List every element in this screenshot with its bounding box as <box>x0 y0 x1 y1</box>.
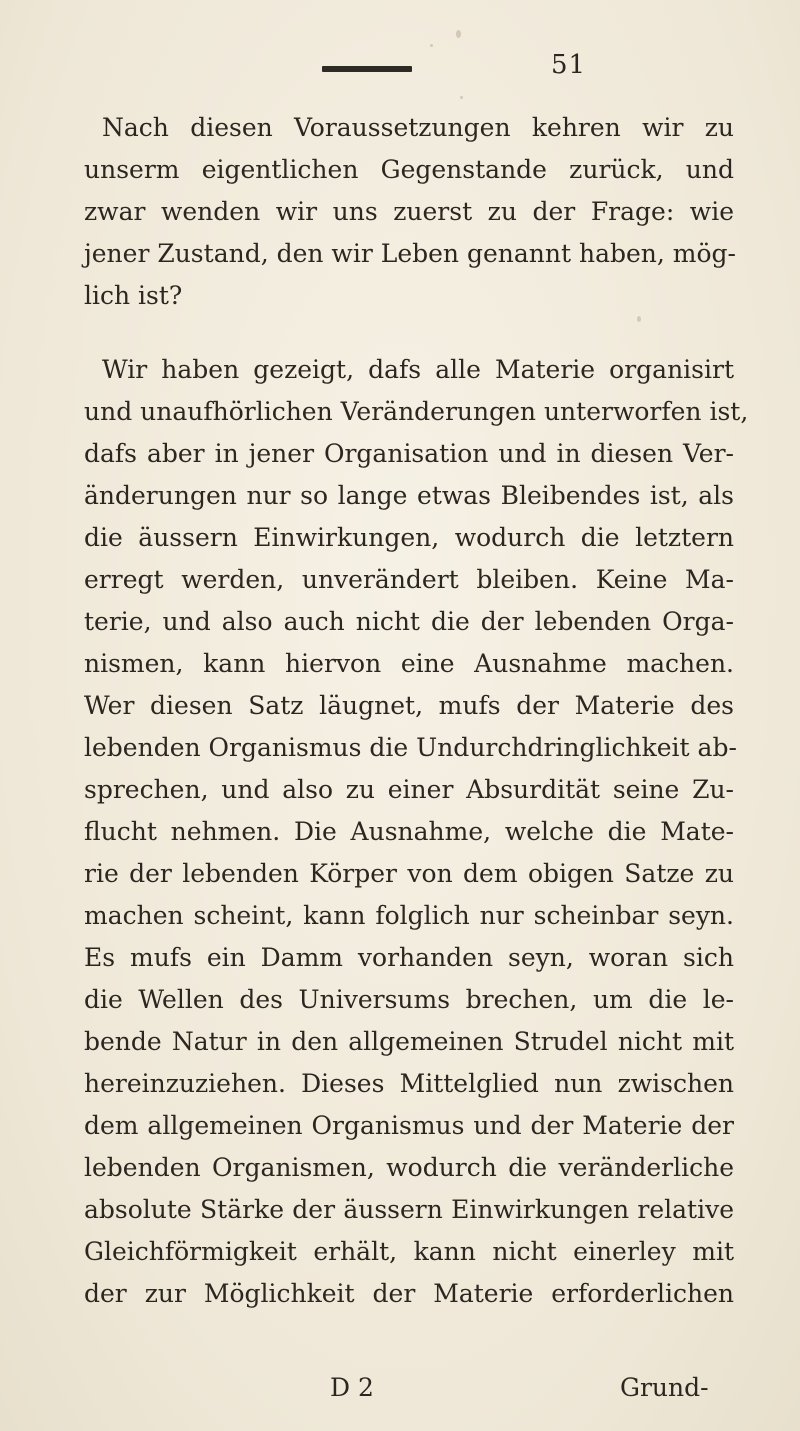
text-line: sprechen, und also zu einer Absurdität seine Zu- <box>84 775 734 804</box>
text-line: Es mufs ein Damm vorhanden seyn, woran sich <box>84 943 734 972</box>
text-line: erregt werden, unverändert bleiben. Keine Ma- <box>84 565 734 594</box>
signature-mark: D 2 <box>330 1373 374 1402</box>
text-line: lich ist? <box>84 281 183 310</box>
text-line: Wir haben gezeigt, dafs alle Materie organisirt <box>102 355 734 384</box>
text-line: lebenden Organismus die Undurchdringlichkeit ab- <box>84 733 737 762</box>
text-line: nismen, kann hiervon eine Ausnahme machen. <box>84 649 734 678</box>
header-rule <box>322 66 412 72</box>
text-line: bende Natur in den allgemeinen Strudel nicht mit <box>84 1027 734 1056</box>
paper-speck <box>430 44 433 47</box>
text-line: Nach diesen Voraussetzungen kehren wir zu <box>102 113 734 142</box>
text-line: machen scheint, kann folglich nur scheinbar seyn. <box>84 901 734 930</box>
text-line: unserm eigentlichen Gegenstande zurück, und <box>84 155 734 184</box>
text-line: hereinzuziehen. Dieses Mittelglied nun zwischen <box>84 1069 734 1098</box>
text-line: terie, und also auch nicht die der lebenden Orga- <box>84 607 734 636</box>
text-line: die äussern Einwirkungen, wodurch die letztern <box>84 523 734 552</box>
text-line: zwar wenden wir uns zuerst zu der Frage: wie <box>84 197 734 226</box>
text-line: Gleichförmigkeit erhält, kann nicht einerley mit <box>84 1237 734 1266</box>
text-line: absolute Stärke der äussern Einwirkungen relative <box>84 1195 734 1224</box>
text-line: und unaufhörlichen Veränderungen unterworfen ist, <box>84 397 749 426</box>
paper-speck <box>456 30 461 38</box>
text-line: änderungen nur so lange etwas Bleibendes ist, als <box>84 481 734 510</box>
catchword: Grund- <box>620 1373 709 1402</box>
paper-speck <box>460 96 463 99</box>
text-line: Wer diesen Satz läugnet, mufs der Materie des <box>84 691 734 720</box>
text-line: flucht nehmen. Die Ausnahme, welche die Mate- <box>84 817 734 846</box>
text-line: lebenden Organismen, wodurch die veränderliche <box>84 1153 734 1182</box>
text-line: jener Zustand, den wir Leben genannt haben, mög- <box>84 239 736 268</box>
text-line: dafs aber in jener Organisation und in diesen Ver- <box>84 439 734 468</box>
paper-speck <box>637 316 641 322</box>
text-line: dem allgemeinen Organismus und der Materie der <box>84 1111 734 1140</box>
text-line: die Wellen des Universums brechen, um die le- <box>84 985 734 1014</box>
page-number: 51 <box>551 50 587 80</box>
text-line: rie der lebenden Körper von dem obigen Satze zu <box>84 859 734 888</box>
text-line: der zur Möglichkeit der Materie erforderlichen <box>84 1279 734 1308</box>
